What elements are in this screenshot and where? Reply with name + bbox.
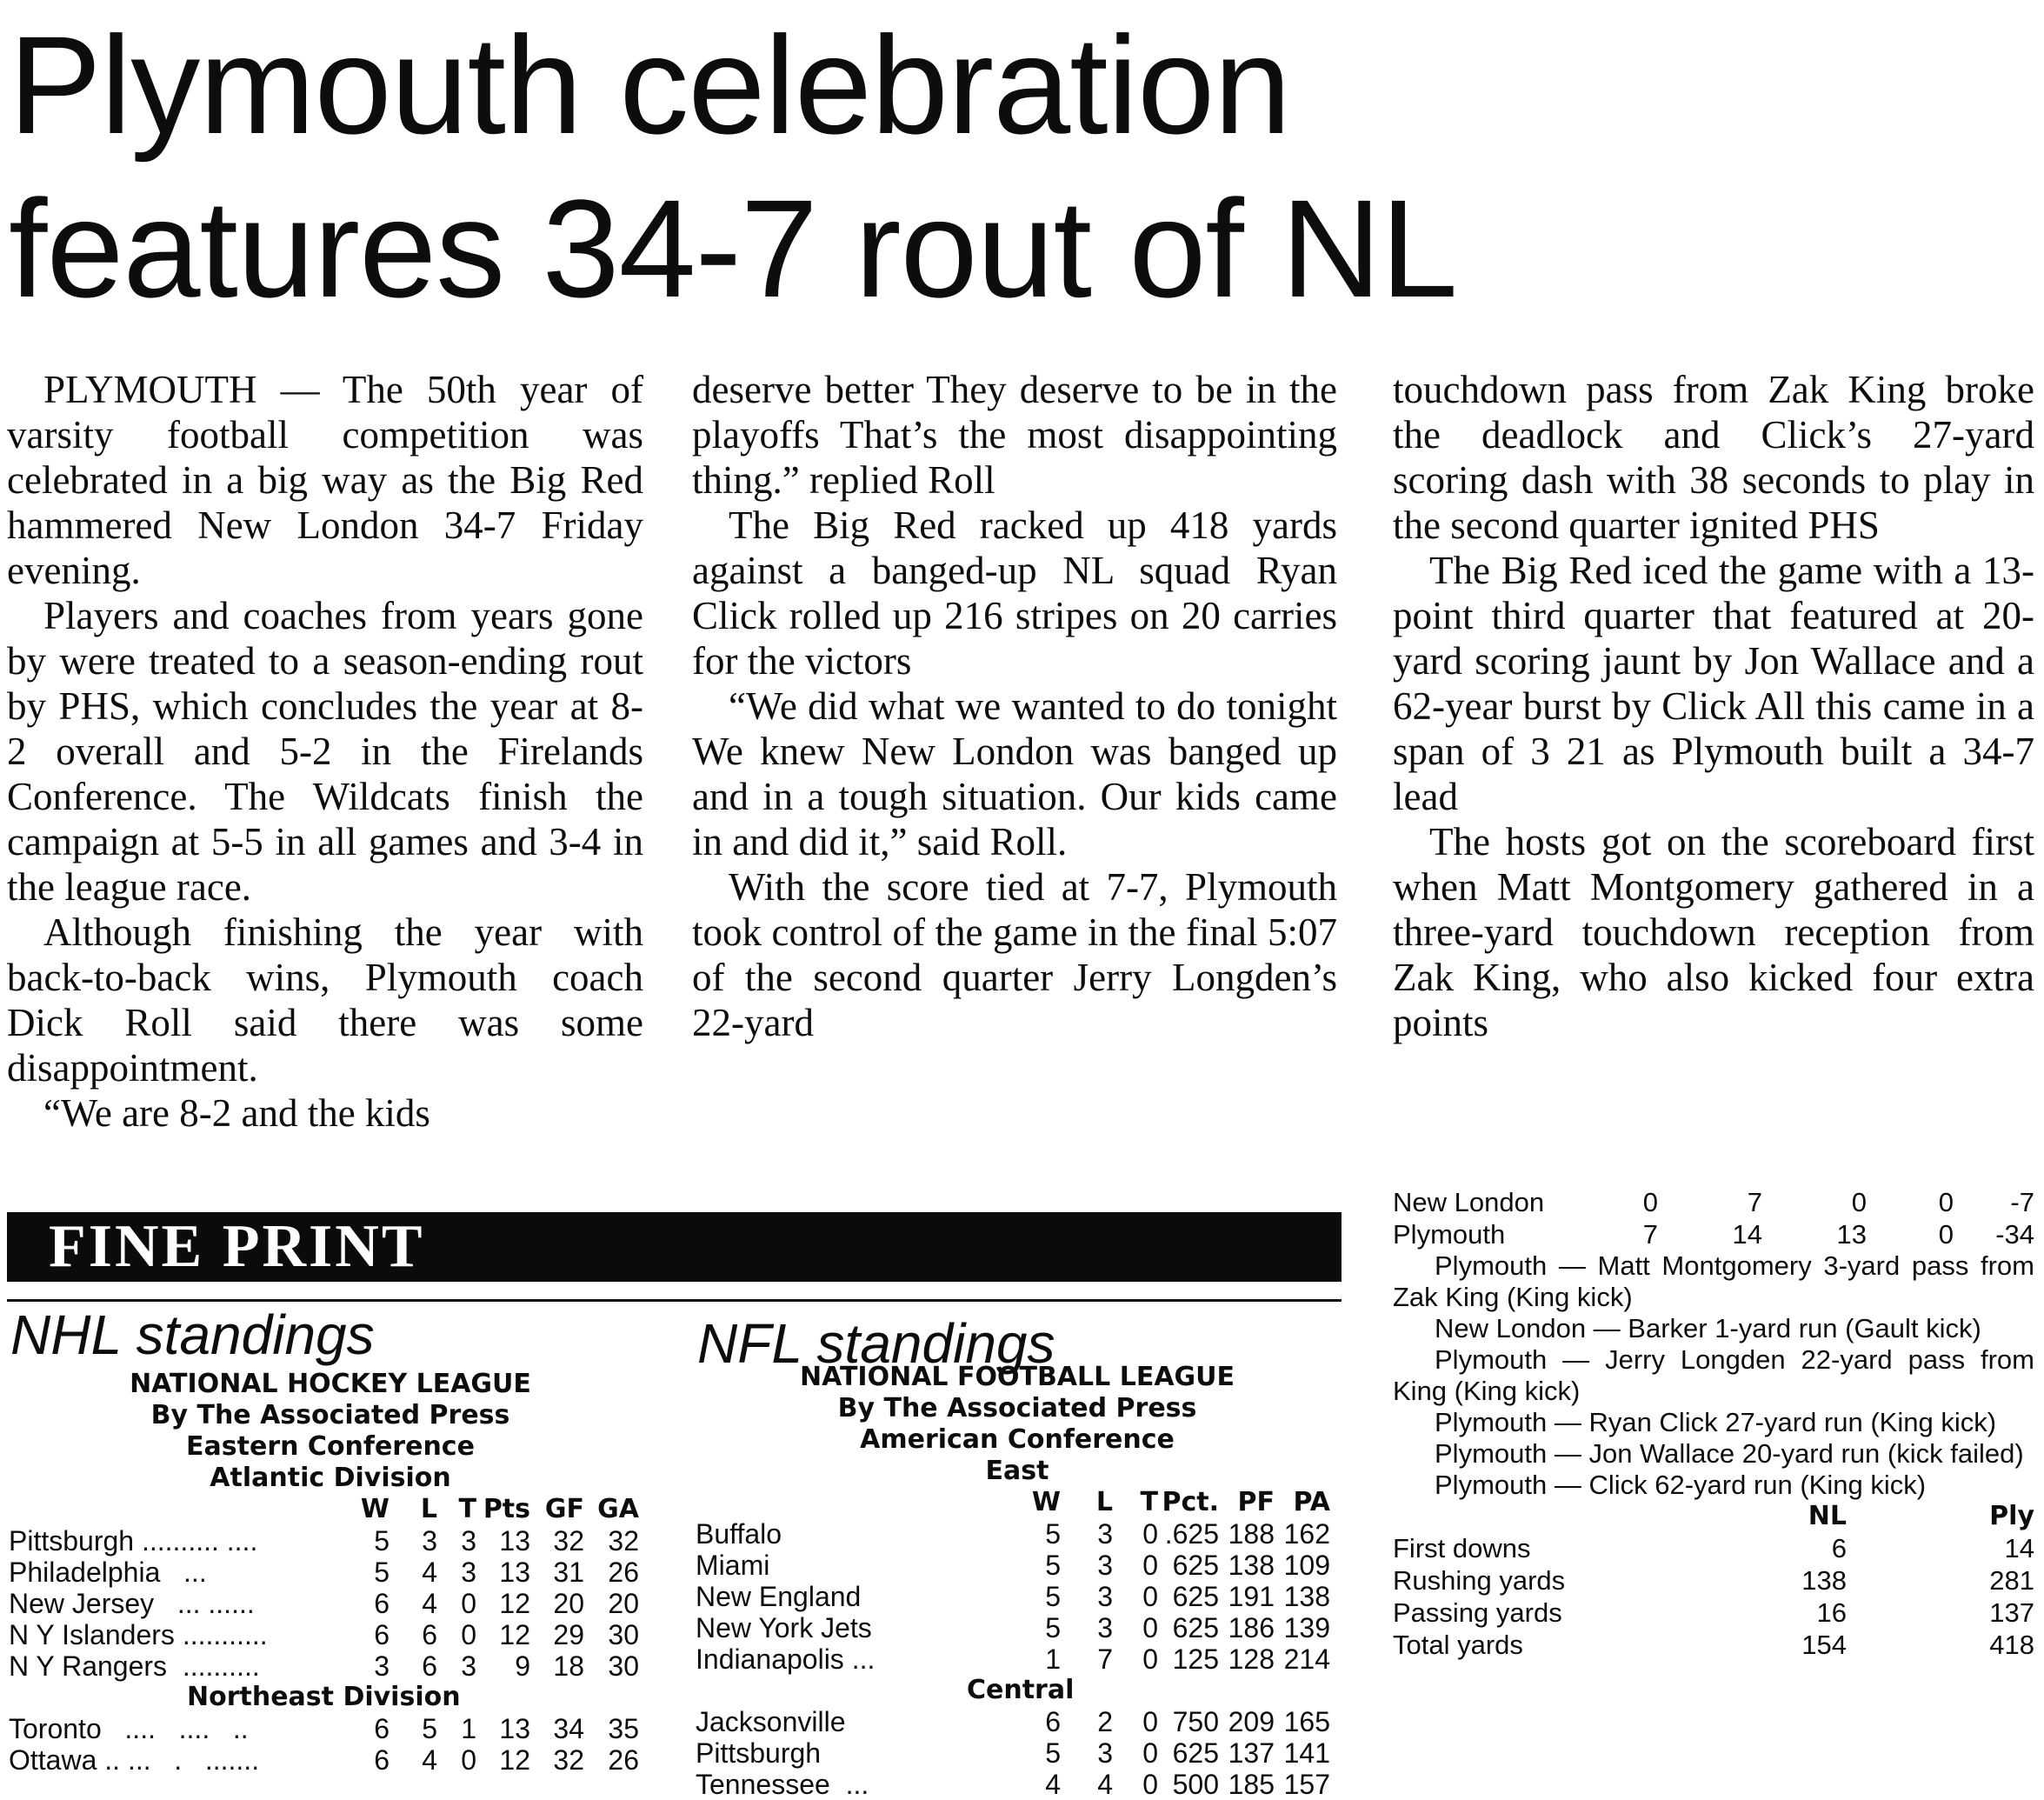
article-column-2 [692, 367, 1337, 1045]
nfl-standings-table [696, 1487, 1330, 1800]
nhl-division-northeast: Northeast Division [187, 1682, 461, 1712]
stat-cell: 157 [1283, 1769, 1330, 1800]
fine-print-banner [7, 1212, 1342, 1282]
line-score-row [1393, 1186, 2034, 1218]
scoring-play: Plymouth — Jon Wallace 20-yard run (kick failed) [1435, 1438, 2024, 1469]
team-cell [696, 1737, 1017, 1769]
team-name: Toronto [9, 1713, 102, 1744]
score-cell: -34 [1995, 1218, 2034, 1250]
table-header-row [696, 1487, 1330, 1518]
stat-cell: 0 [1142, 1581, 1158, 1612]
stat-cell: 191 [1228, 1581, 1275, 1612]
stat-cell: 2 [1097, 1706, 1113, 1737]
stat-row [1393, 1629, 2034, 1661]
stat-cell: 32 [553, 1525, 584, 1557]
stat-value: 6 [1831, 1532, 1847, 1563]
stat-value: 418 [1989, 1629, 2034, 1660]
table-row [9, 1744, 639, 1776]
team-name: Tennessee [696, 1769, 830, 1800]
stat-cell: 3 [422, 1525, 437, 1557]
article-paragraph: The Big Red racked up 418 yards against a banged-up NL squad Ryan Click rolled up 216 stripes on 20 carries for the victors [692, 503, 1337, 683]
stat-cell: 32 [553, 1744, 584, 1776]
team-name: Ottawa [9, 1744, 97, 1776]
division-row [696, 1675, 1330, 1706]
leader-dots: ... ...... [154, 1588, 255, 1619]
table-row [696, 1612, 1330, 1643]
table-row [696, 1643, 1330, 1675]
scoring-summary [1393, 1250, 2034, 1501]
stat-label: Total yards [1393, 1629, 1523, 1660]
leader-dots: ... [843, 1643, 876, 1675]
nhl-division-atlantic: Atlantic Division [210, 1463, 451, 1493]
stat-cell: 4 [422, 1557, 437, 1588]
stat-cell: 109 [1283, 1550, 1330, 1581]
stat-cell: 6 [374, 1713, 389, 1744]
stat-cell: .625 [1164, 1518, 1219, 1550]
stat-cell: 5 [1045, 1518, 1061, 1550]
table-header-row [9, 1494, 639, 1525]
stat-row [1393, 1597, 2034, 1629]
team-name: New Jersey [9, 1588, 155, 1619]
column-header: T [1140, 1487, 1158, 1517]
team-name: N Y Rangers [9, 1650, 168, 1682]
table-row [696, 1737, 1330, 1769]
nfl-league: NATIONAL FOOTBALL LEAGUE [799, 1362, 1235, 1392]
table-row [9, 1525, 639, 1557]
team-cell [696, 1643, 1017, 1675]
headline [9, 3, 2026, 330]
stat-row [1393, 1564, 2034, 1597]
score-cell: 13 [1836, 1218, 1867, 1250]
article-paragraph: PLYMOUTH — The 50th year of varsity football competition was celebrated in a big way as the Big Red hammered New London 34-7 Friday evening. [7, 368, 643, 592]
column-header: GA [597, 1494, 639, 1524]
column-header: Pts [483, 1494, 530, 1524]
stat-cell: 625 [1172, 1612, 1219, 1643]
score-cell: 14 [1732, 1218, 1762, 1250]
team-cell [9, 1744, 339, 1776]
scoring-play: Plymouth — Click 62-yard run (King kick) [1435, 1470, 1927, 1500]
table-row [9, 1713, 639, 1744]
table-row [696, 1550, 1330, 1581]
stat-cell: 35 [608, 1713, 639, 1744]
scoring-play: Plymouth — Ryan Click 27-yard run (King kick) [1435, 1407, 1997, 1437]
scoring-play: Plymouth — Jerry Longden 22-yard pass from King (King kick) [1393, 1344, 2034, 1406]
nfl-conference: American Conference [860, 1424, 1175, 1455]
stat-cell: 138 [1283, 1581, 1330, 1612]
headline-line-2: features 34-7 rout of NL [9, 170, 1457, 326]
stat-cell: 30 [608, 1619, 639, 1650]
team-cell [9, 1525, 339, 1557]
leader-dots: ... [160, 1557, 230, 1588]
stat-cell: 4 [1097, 1769, 1113, 1800]
leader-dots: .... .... .. [101, 1713, 249, 1744]
team-cell [9, 1619, 339, 1650]
stat-cell: 162 [1283, 1518, 1330, 1550]
team-name: N Y Islanders [9, 1619, 175, 1650]
division-row [9, 1682, 639, 1713]
nfl-byline: By The Associated Press [837, 1393, 1197, 1423]
table-row [9, 1557, 639, 1588]
nhl-title: NHL standings [10, 1303, 375, 1366]
stat-cell: 30 [608, 1650, 639, 1682]
article-paragraph: Players and coaches from years gone by were treated to a season-ending rout by PHS, which concludes the year at 8-2 overall and 5-2 in the Firelands Conference. The Wildcats finish the campaign at 5-5 in all games and 3-4 in the league race. [7, 594, 643, 909]
team-cell [9, 1713, 339, 1744]
stat-cell: 0 [1142, 1706, 1158, 1737]
table-header-row [1393, 1501, 2034, 1532]
stat-cell: 185 [1228, 1769, 1275, 1800]
stat-cell: 5 [1045, 1737, 1061, 1769]
stat-cell: 34 [553, 1713, 584, 1744]
team-name: Indianapolis [696, 1643, 844, 1675]
stat-cell: 0 [1142, 1612, 1158, 1643]
stat-cell: 4 [422, 1744, 437, 1776]
team-name: Buffalo [696, 1518, 782, 1550]
stat-cell: 4 [1045, 1769, 1061, 1800]
team-cell [9, 1650, 339, 1682]
leader-dots: ........... [174, 1619, 268, 1650]
stat-cell: 188 [1228, 1518, 1275, 1550]
team-name: Plymouth [1393, 1218, 1506, 1250]
stat-cell: 3 [1097, 1737, 1113, 1769]
table-row [9, 1619, 639, 1650]
column-header: Ply [1989, 1501, 2034, 1531]
team-cell [696, 1581, 1017, 1612]
column-header: GF [544, 1494, 584, 1524]
team-name: New London [1393, 1186, 1545, 1217]
stat-cell: 625 [1172, 1737, 1219, 1769]
stat-cell: 13 [499, 1713, 530, 1744]
column-header: L [1095, 1487, 1113, 1517]
stat-cell: 9 [515, 1650, 530, 1682]
stat-cell: 12 [499, 1744, 530, 1776]
table-row [9, 1650, 639, 1682]
stat-cell: 0 [1142, 1643, 1158, 1675]
article-paragraph: Although finishing the year with back-to-back wins, Plymouth coach Dick Roll said there was some disappointment. [7, 910, 643, 1090]
stat-cell: 141 [1283, 1737, 1330, 1769]
stat-cell: 32 [608, 1525, 639, 1557]
scoring-play: Plymouth — Matt Montgomery 3-yard pass from Zak King (King kick) [1393, 1250, 2034, 1312]
score-cell: 7 [1642, 1218, 1658, 1250]
table-row [9, 1588, 639, 1619]
nhl-standings-table [9, 1494, 639, 1776]
stat-cell: 5 [1045, 1612, 1061, 1643]
stat-value: 281 [1989, 1564, 2034, 1596]
stat-cell: 125 [1172, 1643, 1219, 1675]
stat-cell: 5 [374, 1525, 389, 1557]
article-paragraph: deserve better They deserve to be in the playoffs That’s the most disappointing thing.” replied Roll [692, 368, 1337, 502]
stat-cell: 12 [499, 1619, 530, 1650]
score-cell: 0 [1938, 1186, 1954, 1217]
stat-cell: 6 [374, 1619, 389, 1650]
stat-cell: 214 [1283, 1643, 1330, 1675]
stat-cell: 6 [422, 1650, 437, 1682]
table-row [696, 1706, 1330, 1737]
stat-cell: 5 [1045, 1581, 1061, 1612]
stat-label: Rushing yards [1393, 1564, 1566, 1596]
nfl-title: NFL standings [697, 1312, 1055, 1375]
article-paragraph: touchdown pass from Zak King broke the deadlock and Click’s 27-yard scoring dash with 38 seconds to play in the second quarter ignited PHS [1393, 368, 2034, 547]
fine-print-label: FINE PRINT [49, 1213, 425, 1280]
table-row [696, 1769, 1330, 1800]
stat-cell: 138 [1228, 1550, 1275, 1581]
team-name: Miami [696, 1550, 770, 1581]
nhl-league: NATIONAL HOCKEY LEAGUE [130, 1369, 531, 1399]
column-header: PF [1237, 1487, 1275, 1517]
leader-dots: .......... [167, 1650, 260, 1682]
scoring-play: New London — Barker 1-yard run (Gault kick) [1435, 1313, 1981, 1343]
table-row [696, 1581, 1330, 1612]
score-cell: -7 [2010, 1186, 2034, 1217]
stat-cell: 0 [461, 1619, 476, 1650]
stat-value: 154 [1801, 1629, 1847, 1660]
nhl-byline: By The Associated Press [150, 1400, 510, 1430]
column-header: T [458, 1494, 476, 1524]
line-score-row [1393, 1218, 2034, 1250]
stat-cell: 186 [1228, 1612, 1275, 1643]
stat-cell: 1 [461, 1713, 476, 1744]
article-paragraph: “We did what we wanted to do tonight We knew New London was banged up and in a tough situation. Our kids came in and did it,” said Roll. [692, 684, 1337, 863]
stat-cell: 4 [422, 1588, 437, 1619]
stat-cell: 3 [374, 1650, 389, 1682]
stat-cell: 3 [461, 1525, 476, 1557]
stat-cell: 3 [461, 1557, 476, 1588]
column-header: Pct. [1162, 1487, 1219, 1517]
team-cell [696, 1612, 1017, 1643]
leader-dots: .......... .... [134, 1525, 258, 1557]
leader-dots: ... [829, 1769, 869, 1800]
stat-cell: 500 [1172, 1769, 1219, 1800]
box-score [1393, 1186, 2034, 1661]
team-name: Pittsburgh [696, 1737, 822, 1769]
team-name: New York Jets [696, 1612, 872, 1643]
stat-cell: 6 [374, 1744, 389, 1776]
stat-label: Passing yards [1393, 1597, 1562, 1628]
nfl-division-east: East [985, 1456, 1049, 1486]
article-column-1 [7, 367, 643, 1136]
stat-cell: 0 [1142, 1550, 1158, 1581]
team-cell [9, 1588, 339, 1619]
stat-cell: 20 [608, 1588, 639, 1619]
stat-cell: 5 [1045, 1550, 1061, 1581]
stat-cell: 13 [499, 1525, 530, 1557]
stat-cell: 139 [1283, 1612, 1330, 1643]
score-cell: 7 [1747, 1186, 1762, 1217]
stat-cell: 5 [374, 1557, 389, 1588]
stat-cell: 3 [1097, 1581, 1113, 1612]
stat-cell: 0 [461, 1744, 476, 1776]
score-cell: 0 [1851, 1186, 1867, 1217]
stat-cell: 3 [1097, 1612, 1113, 1643]
stat-cell: 0 [1142, 1518, 1158, 1550]
stat-cell: 6 [374, 1588, 389, 1619]
team-cell [696, 1550, 1017, 1581]
stat-cell: 3 [461, 1650, 476, 1682]
article-paragraph: The hosts got on the scoreboard first when Matt Montgomery gathered in a three-yard touchdown reception from Zak King, who also kicked four extra points [1393, 820, 2034, 1044]
article-paragraph: The Big Red iced the game with a 13-point third quarter that featured at 20-yard scoring jaunt by Jon Wallace and a 62-year burst by Click All this came in a span of 3 21 as Plymouth built a 34-7 lead [1393, 549, 2034, 818]
stat-cell: 12 [499, 1588, 530, 1619]
stat-cell: 6 [1045, 1706, 1061, 1737]
stat-value: 137 [1989, 1597, 2034, 1628]
column-header: W [1031, 1487, 1061, 1517]
stat-value: 16 [1816, 1597, 1847, 1628]
leader-dots: .. ... . ....... [97, 1744, 260, 1776]
stat-cell: 750 [1172, 1706, 1219, 1737]
article-paragraph: With the score tied at 7-7, Plymouth took control of the game in the final 5:07 of the second quarter Jerry Longden’s 22-yard [692, 865, 1337, 1044]
stat-cell: 31 [553, 1557, 584, 1588]
stat-cell: 0 [461, 1588, 476, 1619]
team-name: Philadelphia [9, 1557, 161, 1588]
team-name: Jacksonville [696, 1706, 846, 1737]
stat-label: First downs [1393, 1532, 1531, 1563]
stat-cell: 18 [553, 1650, 584, 1682]
team-cell [696, 1706, 1017, 1737]
stat-cell: 13 [499, 1557, 530, 1588]
stat-cell: 165 [1283, 1706, 1330, 1737]
nfl-division-central: Central [967, 1675, 1075, 1705]
stat-cell: 5 [422, 1713, 437, 1744]
stat-cell: 29 [553, 1619, 584, 1650]
score-cell: 0 [1642, 1186, 1658, 1217]
stat-value: 14 [2004, 1532, 2034, 1563]
article-column-3 [1393, 367, 2034, 1045]
team-cell [696, 1518, 1017, 1550]
stat-cell: 3 [1097, 1518, 1113, 1550]
team-stats-table [1393, 1501, 2034, 1661]
stat-cell: 1 [1045, 1643, 1061, 1675]
column-header: L [420, 1494, 437, 1524]
stat-cell: 26 [608, 1557, 639, 1588]
stat-cell: 625 [1172, 1550, 1219, 1581]
stat-cell: 625 [1172, 1581, 1219, 1612]
team-cell [696, 1769, 1017, 1800]
team-name: Pittsburgh [9, 1525, 135, 1557]
team-name: New England [696, 1581, 862, 1612]
stat-cell: 3 [1097, 1550, 1113, 1581]
stat-cell: 6 [422, 1619, 437, 1650]
table-row [696, 1518, 1330, 1550]
headline-line-1: Plymouth celebration [9, 7, 1291, 163]
nhl-conference: Eastern Conference [186, 1431, 475, 1462]
stat-cell: 7 [1097, 1643, 1113, 1675]
stat-cell: 20 [553, 1588, 584, 1619]
score-cell: 0 [1938, 1218, 1954, 1250]
stat-cell: 26 [608, 1744, 639, 1776]
stat-cell: 128 [1228, 1643, 1275, 1675]
stat-cell: 137 [1228, 1737, 1275, 1769]
stat-cell: 0 [1142, 1737, 1158, 1769]
column-header: PA [1293, 1487, 1330, 1517]
column-header: NL [1808, 1501, 1847, 1531]
column-header: W [360, 1494, 389, 1524]
section-divider [7, 1299, 1342, 1302]
article-paragraph: “We are 8-2 and the kids [43, 1091, 430, 1135]
line-score-table [1393, 1186, 2034, 1250]
stat-value: 138 [1801, 1564, 1847, 1596]
stat-cell: 209 [1228, 1706, 1275, 1737]
stat-cell: 0 [1142, 1769, 1158, 1800]
team-cell [9, 1557, 339, 1588]
stat-row [1393, 1532, 2034, 1564]
